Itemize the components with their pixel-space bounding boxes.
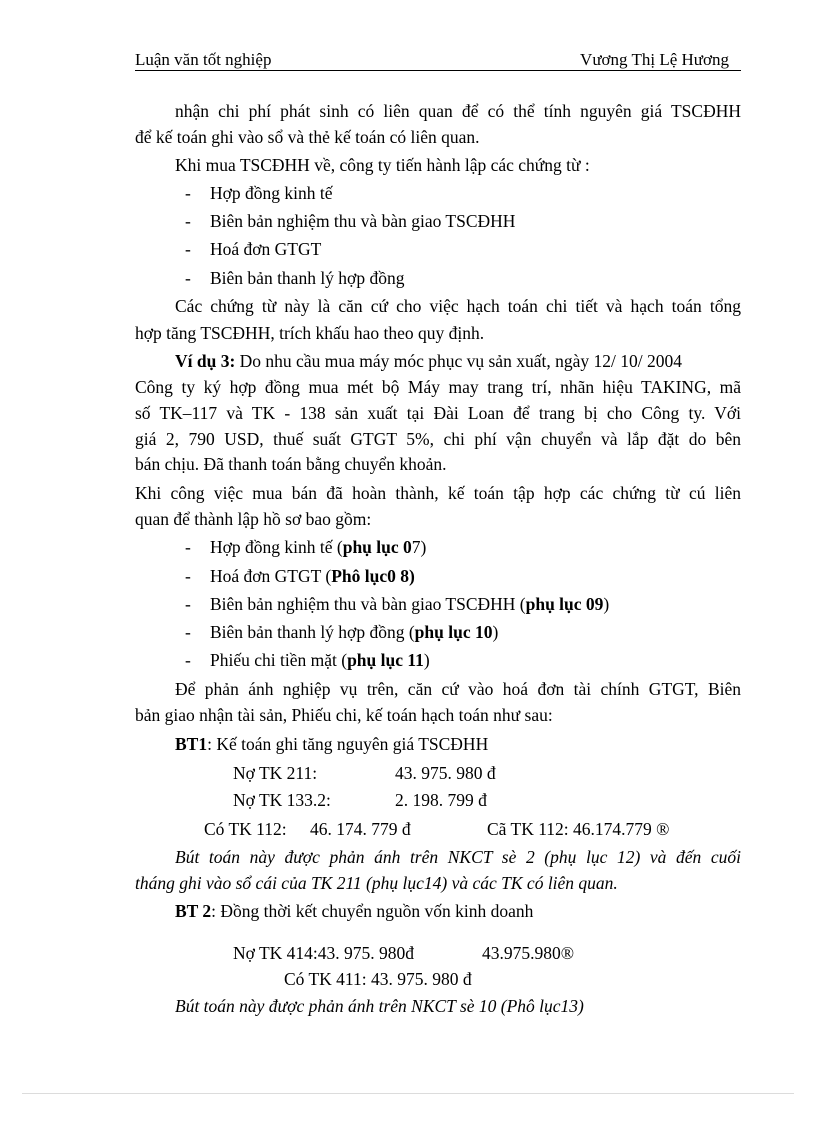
paragraph-line: Khi công việc mua bán đã hoàn thành, kế toán tập hợp các chứng từ cú liên [135, 483, 741, 503]
example-line: Ví dụ 3: Do nhu cầu mua máy móc phục vụ sản xuất, ngày 12/ 10/ 2004 [175, 351, 682, 371]
list-item: Biên bản nghiệm thu và bàn giao TSCĐHH (phụ lục 09) [210, 594, 610, 614]
paragraph-line: quan để thành lập hồ sơ bao gồm: [135, 509, 372, 529]
list-bullet: - [185, 594, 191, 614]
paragraph-line: bản giao nhận tài sản, Phiếu chi, kế toán hạch toán như sau: [135, 705, 553, 725]
bt1-credit-account: Có TK 112: [204, 819, 287, 839]
list-item: Hợp đồng kinh tế (phụ lục 07) [210, 537, 427, 557]
paragraph-line: để kế toán ghi vào sổ và thẻ kế toán có liên quan. [135, 127, 480, 147]
list-item: Biên bản thanh lý hợp đồng [210, 268, 405, 288]
header-author: Vương Thị Lệ Hương [580, 50, 729, 69]
page-header [135, 46, 741, 71]
bt2-debit: Nợ TK 414:43. 975. 980đ [233, 943, 415, 963]
list-item: Hoá đơn GTGT (Phô lục0 8) [210, 566, 415, 586]
bt1-note: Bút toán này được phản ánh trên NKCT sè 2 (phụ lục 12) và đến cuối [175, 847, 741, 867]
list-bullet: - [185, 566, 191, 586]
header-thesis-title: Luận văn tốt nghiệp [135, 50, 272, 69]
list-item: Biên bản thanh lý hợp đồng (phụ lục 10) [210, 622, 499, 642]
list-bullet: - [185, 183, 191, 203]
bt2-heading: BT 2: Đồng thời kết chuyển nguồn vốn kinh doanh [175, 901, 534, 921]
paragraph-line: Khi mua TSCĐHH về, công ty tiến hành lập các chứng từ : [175, 155, 590, 175]
bt1-debit-account: Nợ TK 211: [233, 763, 318, 783]
bt1-credit-duplicate: Cã TK 112: 46.174.779 ® [487, 819, 670, 839]
page-bottom-divider [22, 1093, 794, 1094]
bt1-label: BT1 [175, 734, 208, 754]
list-item: Phiếu chi tiền mặt (phụ lục 11) [210, 650, 430, 670]
bt1-note: tháng ghi vào sổ cái của TK 211 (phụ lục14) và các TK có liên quan. [135, 873, 618, 893]
paragraph-line: nhận chi phí phát sinh có liên quan để có thể tính nguyên giá TSCĐHH [175, 101, 741, 121]
example-line: giá 2, 790 USD, thuế suất GTGT 5%, chi phí vận chuyển và lắp đặt do bên [135, 429, 741, 449]
bt2-debit-duplicate: 43.975.980® [482, 943, 575, 963]
paragraph-line: hợp tăng TSCĐHH, trích khấu hao theo quy định. [135, 323, 485, 343]
bt1-credit-amount: 46. 174. 779 đ [310, 819, 411, 839]
list-bullet: - [185, 650, 191, 670]
example-label: Ví dụ 3: [175, 351, 236, 371]
example-line: bán chịu. Đã thanh toán bằng chuyển khoản. [135, 454, 447, 474]
list-item: Biên bản nghiệm thu và bàn giao TSCĐHH [210, 211, 516, 231]
list-bullet: - [185, 622, 191, 642]
list-bullet: - [185, 268, 191, 288]
bt1-debit-account: Nợ TK 133.2: [233, 790, 331, 810]
list-item: Hoá đơn GTGT [210, 239, 322, 259]
example-line: số TK–117 và TK - 138 sản xuất tại Đài Loan để trang bị cho Công ty. Với [135, 403, 741, 423]
paragraph-line: Để phản ánh nghiệp vụ trên, căn cứ vào hoá đơn tài chính GTGT, Biên [175, 679, 741, 699]
bt2-credit: Có TK 411: 43. 975. 980 đ [284, 969, 472, 989]
bt1-heading: BT1: Kế toán ghi tăng nguyên giá TSCĐHH [175, 734, 489, 754]
list-bullet: - [185, 239, 191, 259]
bt1-debit-amount: 2. 198. 799 đ [395, 790, 487, 810]
bt2-note: Bút toán này được phản ánh trên NKCT sè 10 (Phô lục13) [175, 996, 584, 1016]
bt2-label: BT 2 [175, 901, 212, 921]
list-item: Hợp đồng kinh tế [210, 183, 333, 203]
list-bullet: - [185, 537, 191, 557]
bt1-debit-amount: 43. 975. 980 đ [395, 763, 496, 783]
example-line: Công ty ký hợp đồng mua mét bộ Máy may trang trí, nhãn hiệu TAKING, mã [135, 377, 741, 397]
paragraph-line: Các chứng từ này là căn cứ cho việc hạch toán chi tiết và hạch toán tổng [175, 296, 741, 316]
list-bullet: - [185, 211, 191, 231]
